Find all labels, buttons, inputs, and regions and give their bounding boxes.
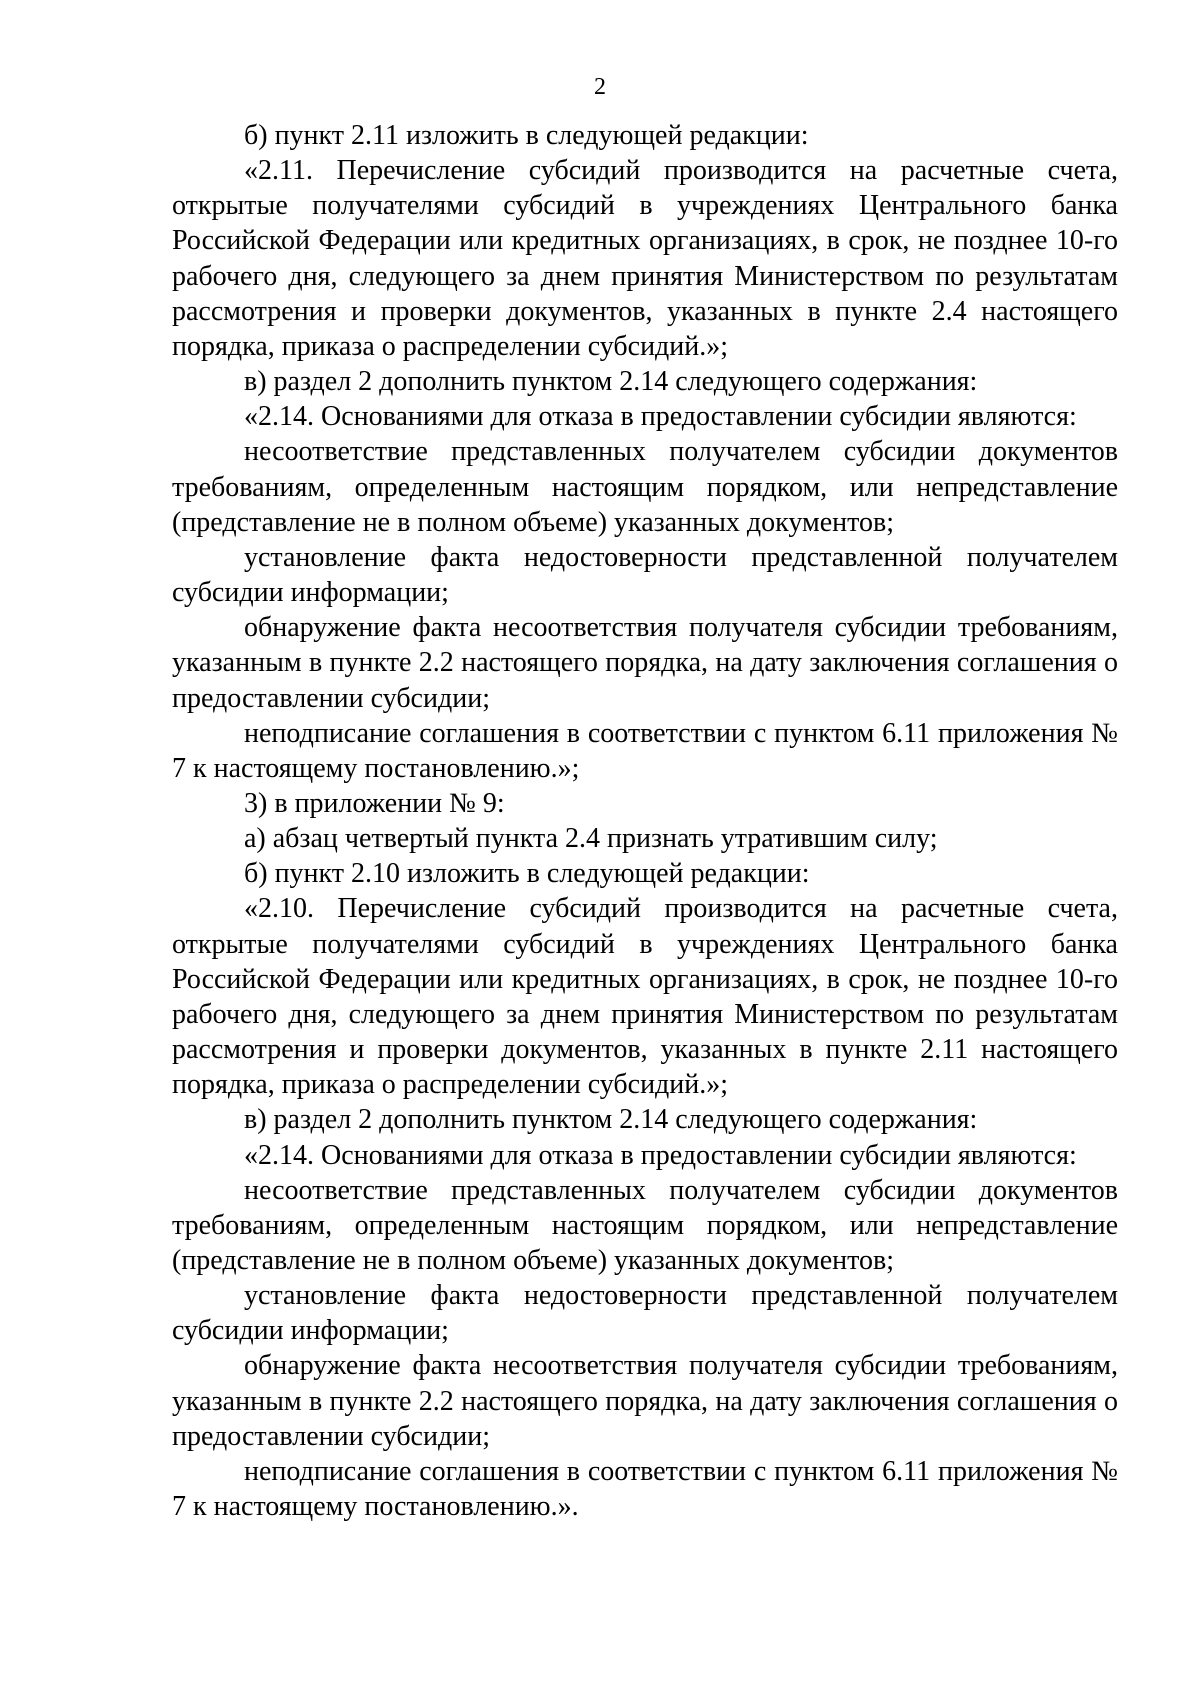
- paragraph-3-item-v-heading: в) раздел 2 дополнить пунктом 2.14 следующего содержания:: [244, 366, 978, 398]
- document-body: [172, 118, 1118, 1524]
- paragraph-16-refusal-ground-2: установление факта недостоверности представленной получателем субсидии информации;: [172, 1280, 1118, 1347]
- paragraph-17-refusal-ground-3: обнаружение факта несоответствия получателя субсидии требованиям, указанным в пункте 2.2 настоящего порядка, на дату заключения соглашения о предоставлении субсидии;: [172, 1350, 1118, 1452]
- paragraph-4-point-2-14-intro: «2.14. Основаниями для отказа в предоставлении субсидии являются:: [244, 401, 1077, 433]
- paragraph-2-point-2-11-text: «2.11. Перечисление субсидий производится на расчетные счета, открытые получателями субсидий в учреждениях Центрального банка Российской Федерации или кредитных организациях, в срок, не позднее 10-го рабочего дня, следующего за днем принятия Министерством по результатам рассмотрения и проверки документов, указанных в пункте 2.4 настоящего порядка, приказа о распределении субсидий.»;: [172, 155, 1118, 362]
- paragraph-8-refusal-ground-4: неподписание соглашения в соответствии с пунктом 6.11 приложения № 7 к настоящему постановлению.»;: [172, 717, 1118, 784]
- paragraph-15-refusal-ground-1: несоответствие представленных получателем субсидии документов требованиям, определенным настоящим порядком, или непредставление (представление не в полном объеме) указанных документов;: [172, 1174, 1118, 1276]
- paragraph-6-refusal-ground-2: установление факта недостоверности представленной получателем субсидии информации;: [172, 541, 1118, 609]
- paragraph-14-point-2-14-intro: «2.14. Основаниями для отказа в предоставлении субсидии являются:: [244, 1139, 1077, 1171]
- page-number: 2: [594, 74, 606, 100]
- paragraph-10-item-a: а) абзац четвертый пункта 2.4 признать утратившим силу;: [244, 823, 938, 855]
- paragraph-1-item-b-heading: б) пункт 2.11 изложить в следующей редакции:: [244, 120, 809, 151]
- paragraph-9-appendix-9-heading: 3) в приложении № 9:: [244, 787, 505, 819]
- paragraph-18-refusal-ground-4: неподписание соглашения в соответствии с пунктом 6.11 приложения № 7 к настоящему постановлению.».: [172, 1455, 1118, 1523]
- paragraph-7-refusal-ground-3: обнаружение факта несоответствия получателя субсидии требованиям, указанным в пункте 2.2 настоящего порядка, на дату заключения соглашения о предоставлении субсидии;: [172, 612, 1118, 714]
- paragraph-5-refusal-ground-1: несоответствие представленных получателем субсидии документов требованиям, определенным настоящим порядком, или непредставление (представление не в полном объеме) указанных документов;: [172, 436, 1118, 538]
- paragraph-12-point-2-10-text: «2.10. Перечисление субсидий производится на расчетные счета, открытые получателями субсидий в учреждениях Центрального банка Российской Федерации или кредитных организациях, в срок, не позднее 10-го рабочего дня, следующего за днем принятия Министерством по результатам рассмотрения и проверки документов, указанных в пункте 2.11 настоящего порядка, приказа о распределении субсидий.»;: [172, 893, 1118, 1101]
- paragraph-11-item-b-heading: б) пункт 2.10 изложить в следующей редакции:: [244, 858, 810, 890]
- paragraph-13-item-v-heading: в) раздел 2 дополнить пунктом 2.14 следующего содержания:: [244, 1104, 978, 1136]
